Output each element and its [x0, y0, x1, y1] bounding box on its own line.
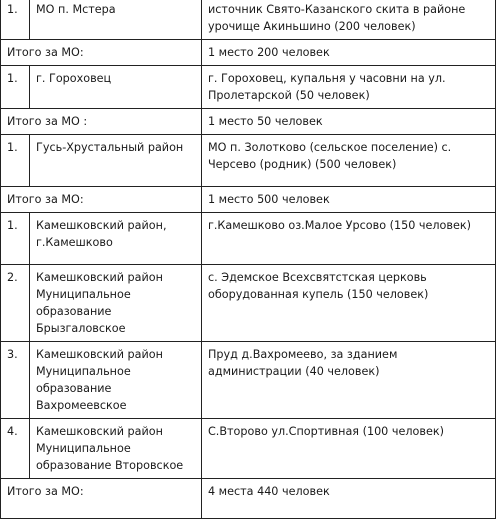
- location-cell: с. Эдемское Всехсвятстская церковь оборудованная купель (150 человек): [202, 265, 496, 342]
- table-row: [1, 419, 496, 479]
- total-label: Итого за МО :: [1, 109, 202, 135]
- table-row: [1, 66, 496, 109]
- row-number: 1.: [1, 213, 30, 265]
- row-number: 2.: [1, 265, 30, 342]
- table-body: [1, 0, 496, 519]
- total-row: [1, 109, 496, 135]
- location-cell: источник Свято-Казанского скита в районе урочище Акиньшино (200 человек): [202, 0, 496, 40]
- total-value: 1 место 500 человек: [202, 187, 496, 213]
- table-row: [1, 213, 496, 265]
- table-row: [1, 265, 496, 342]
- location-cell: МО п. Золотково (сельское поселение) с. Черсево (родник) (500 человек): [202, 135, 496, 187]
- municipality-cell: Камешковский район Муниципальное образование Второвское: [30, 419, 202, 479]
- municipality-cell: Камешковский район Муниципальное образование Брызгаловское: [30, 265, 202, 342]
- municipality-cell: г. Гороховец: [30, 66, 202, 109]
- row-number: 3.: [1, 342, 30, 419]
- total-label: Итого за МО:: [1, 40, 202, 66]
- total-row: [1, 187, 496, 213]
- location-cell: С.Второво ул.Спортивная (100 человек): [202, 419, 496, 479]
- municipality-cell: МО п. Мстера: [30, 0, 202, 40]
- total-label: Итого за МО:: [1, 187, 202, 213]
- total-row: [1, 40, 496, 66]
- municipality-cell: Камешковский район Муниципальное образование Вахромеевское: [30, 342, 202, 419]
- total-value: 1 место 50 человек: [202, 109, 496, 135]
- row-number: 1.: [1, 66, 30, 109]
- table-row: [1, 135, 496, 187]
- total-label: Итого за МО:: [1, 479, 202, 519]
- municipality-cell: Камешковский район, г.Камешково: [30, 213, 202, 265]
- row-number: 4.: [1, 419, 30, 479]
- location-cell: г.Камешково оз.Малое Урсово (150 человек): [202, 213, 496, 265]
- location-cell: Пруд д.Вахромеево, за зданием администрации (40 человек): [202, 342, 496, 419]
- municipality-cell: Гусь-Хрустальный район: [30, 135, 202, 187]
- row-number: 1.: [1, 0, 30, 40]
- table-row: [1, 342, 496, 419]
- total-value: 1 место 200 человек: [202, 40, 496, 66]
- total-value: 4 места 440 человек: [202, 479, 496, 519]
- table-row: [1, 0, 496, 40]
- total-row: [1, 479, 496, 519]
- location-cell: г. Гороховец, купальня у часовни на ул. Пролетарской (50 человек): [202, 66, 496, 109]
- row-number: 1.: [1, 135, 30, 187]
